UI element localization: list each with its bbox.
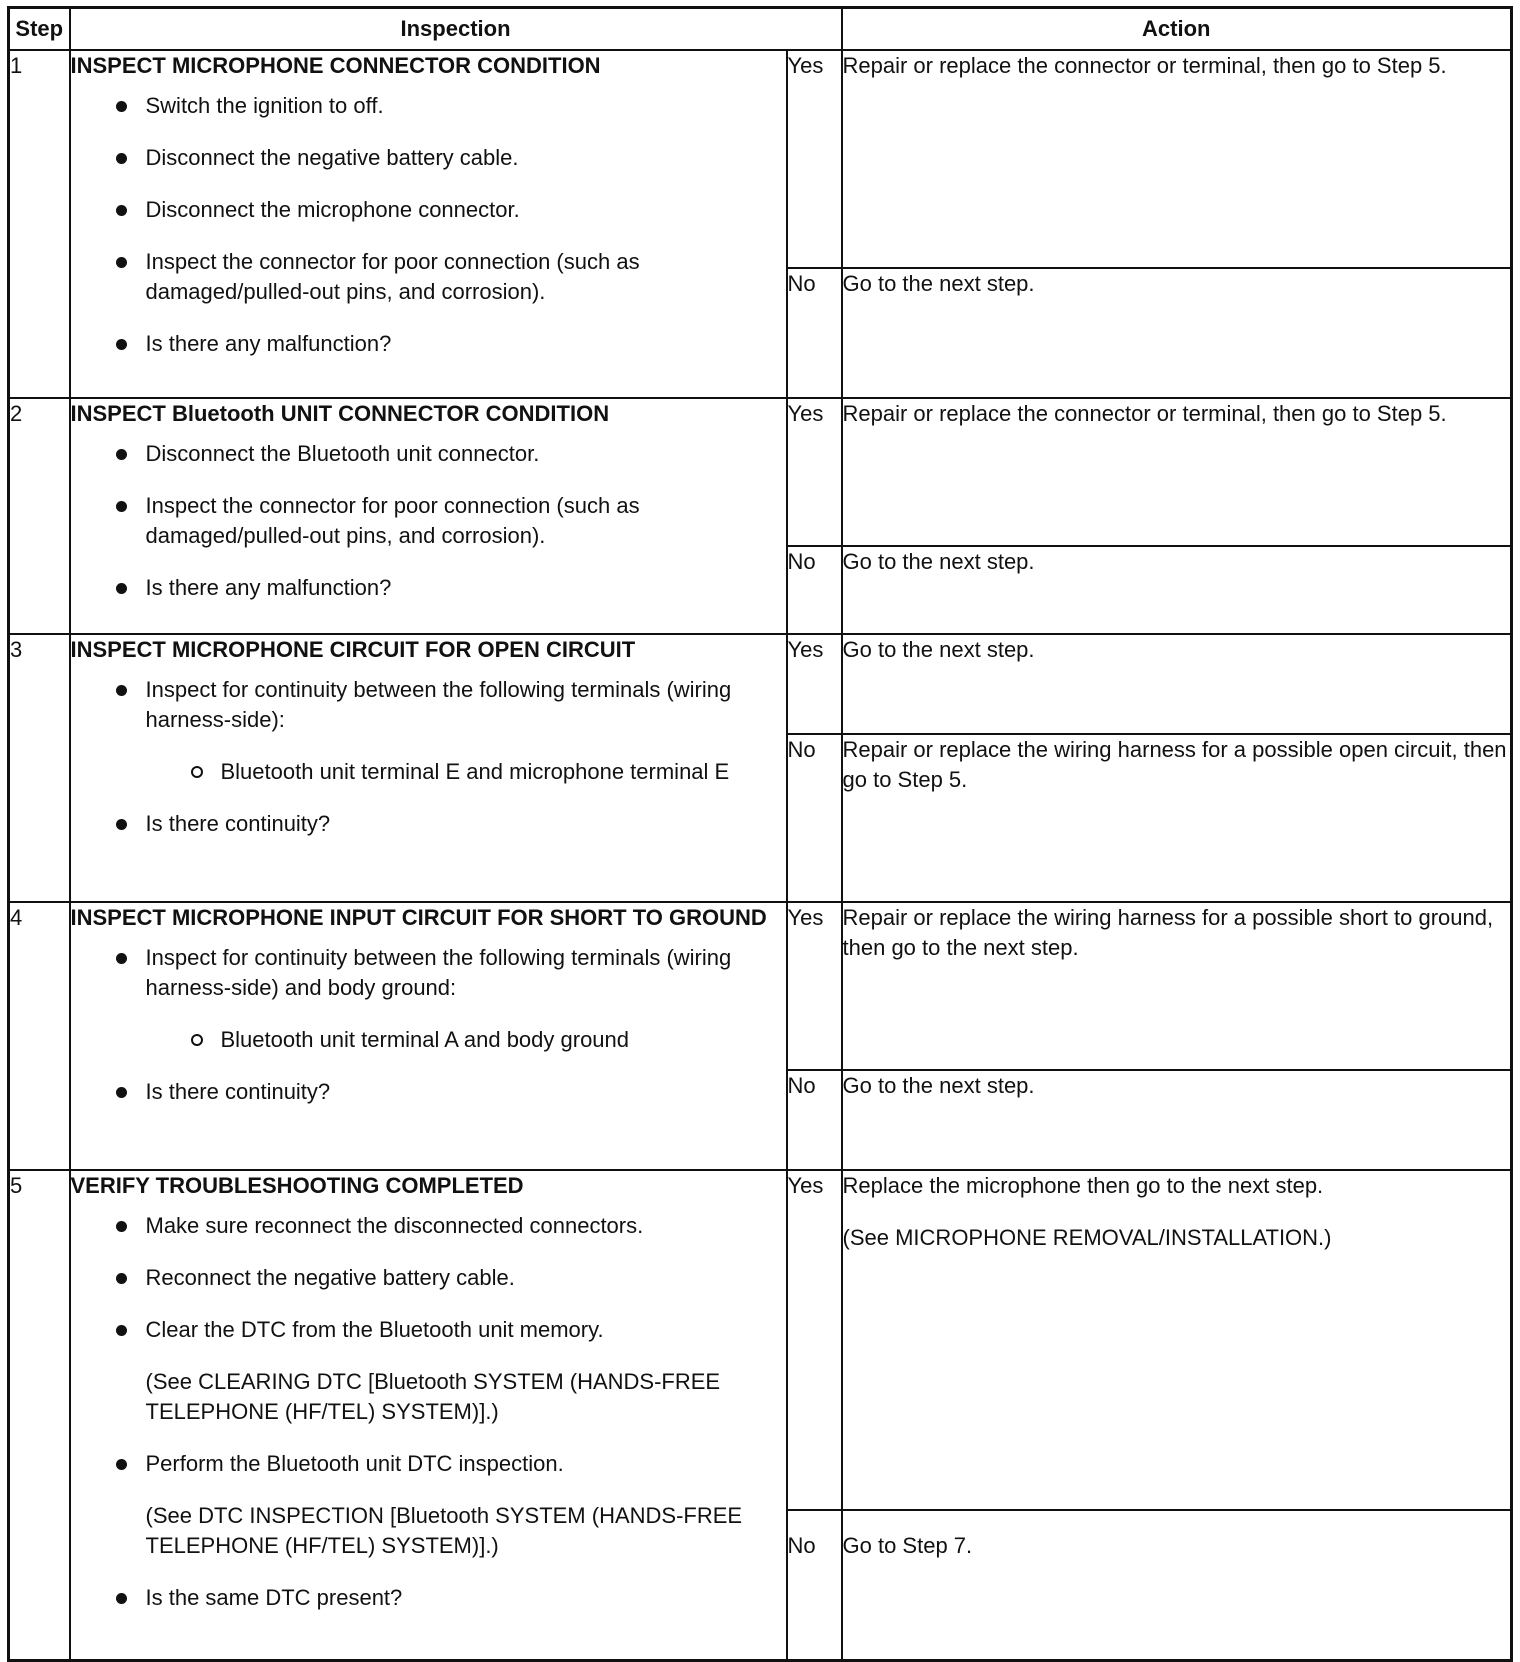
action-text: Go to Step 7. bbox=[842, 1533, 973, 1558]
bullet-item: Is there continuity? bbox=[71, 809, 786, 839]
yes-action bbox=[842, 398, 1512, 546]
inspection-cell bbox=[70, 634, 787, 902]
inspection-cell bbox=[70, 902, 787, 1170]
yes-action bbox=[842, 634, 1512, 734]
action-text: Repair or replace the connector or terminal, then go to Step 5. bbox=[842, 401, 1447, 426]
step-column-header: Step bbox=[9, 8, 70, 51]
no-label: No bbox=[787, 734, 842, 902]
header-row bbox=[9, 8, 1512, 51]
inspection-title: VERIFY TROUBLESHOOTING COMPLETED bbox=[70, 1173, 524, 1198]
bullet-item: Disconnect the Bluetooth unit connector. bbox=[71, 439, 786, 469]
yes-action bbox=[842, 1170, 1512, 1510]
no-label: No bbox=[787, 1510, 842, 1660]
yes-label: Yes bbox=[787, 902, 842, 1070]
step-number: 3 bbox=[9, 634, 70, 902]
no-action bbox=[842, 734, 1512, 902]
bullet-item: Disconnect the microphone connector. bbox=[71, 195, 786, 225]
yes-label: Yes bbox=[787, 50, 842, 268]
reference-note: (See DTC INSPECTION [Bluetooth SYSTEM (HANDS-FREE TELEPHONE (HF/TEL) SYSTEM)].) bbox=[145, 1503, 743, 1558]
yes-label: Yes bbox=[787, 634, 842, 734]
step-5-yes-row bbox=[9, 1170, 1512, 1510]
yes-action bbox=[842, 902, 1512, 1070]
yes-label: Yes bbox=[787, 398, 842, 546]
step-2-yes-row bbox=[9, 398, 1512, 546]
step-3-yes-row bbox=[9, 634, 1512, 734]
bullet-item: Is there any malfunction? bbox=[71, 573, 786, 603]
bullet-item: Is the same DTC present? bbox=[71, 1583, 786, 1613]
step-number: 2 bbox=[9, 398, 70, 634]
no-label: No bbox=[787, 1070, 842, 1170]
no-label: No bbox=[787, 268, 842, 398]
no-action bbox=[842, 546, 1512, 634]
yes-action bbox=[842, 50, 1512, 268]
no-label: No bbox=[787, 546, 842, 634]
inspection-cell bbox=[70, 50, 787, 398]
reference-note: (See MICROPHONE REMOVAL/INSTALLATION.) bbox=[842, 1225, 1332, 1250]
inspection-title: INSPECT Bluetooth UNIT CONNECTOR CONDITION bbox=[70, 401, 610, 426]
bullet-item: Is there continuity? bbox=[71, 1077, 786, 1107]
bullet-item: Is there any malfunction? bbox=[71, 329, 786, 359]
yes-label: Yes bbox=[787, 1170, 842, 1510]
inspection-title: INSPECT MICROPHONE INPUT CIRCUIT FOR SHORT TO GROUND bbox=[70, 905, 767, 930]
action-column-header: Action bbox=[842, 8, 1512, 51]
bullet-item: Inspect the connector for poor connection (such as damaged/pulled-out pins, and corrosion). bbox=[71, 491, 786, 551]
bullet-item: Clear the DTC from the Bluetooth unit memory. bbox=[71, 1315, 786, 1345]
bullet-item: Inspect the connector for poor connection (such as damaged/pulled-out pins, and corrosion). bbox=[71, 247, 786, 307]
no-action bbox=[842, 1070, 1512, 1170]
action-text: Go to the next step. bbox=[842, 271, 1035, 296]
no-action bbox=[842, 268, 1512, 398]
bullet-item: Make sure reconnect the disconnected connectors. bbox=[71, 1211, 786, 1241]
step-4-yes-row bbox=[9, 902, 1512, 1070]
inspection-column-header: Inspection bbox=[70, 8, 842, 51]
action-text: Replace the microphone then go to the next step. bbox=[842, 1173, 1324, 1198]
action-text: Go to the next step. bbox=[842, 549, 1035, 574]
step-number: 1 bbox=[9, 50, 70, 398]
inspection-cell bbox=[70, 1170, 787, 1660]
bullet-item: Inspect for continuity between the following terminals (wiring harness-side) and body ground: bbox=[71, 943, 786, 1003]
troubleshooting-table bbox=[7, 6, 1513, 1662]
action-text: Go to the next step. bbox=[842, 637, 1035, 662]
bullet-item: Perform the Bluetooth unit DTC inspection. bbox=[71, 1449, 786, 1479]
bullet-item: Reconnect the negative battery cable. bbox=[71, 1263, 786, 1293]
step-number: 5 bbox=[9, 1170, 70, 1660]
reference-note: (See CLEARING DTC [Bluetooth SYSTEM (HANDS-FREE TELEPHONE (HF/TEL) SYSTEM)].) bbox=[145, 1369, 721, 1424]
inspection-title: INSPECT MICROPHONE CONNECTOR CONDITION bbox=[70, 53, 601, 78]
action-text: Repair or replace the wiring harness for a possible open circuit, then go to Step 5. bbox=[842, 737, 1507, 792]
inspection-cell bbox=[70, 398, 787, 634]
action-text: Go to the next step. bbox=[842, 1073, 1035, 1098]
action-text: Repair or replace the connector or terminal, then go to Step 5. bbox=[842, 53, 1447, 78]
action-text: Repair or replace the wiring harness for a possible short to ground, then go to the next step. bbox=[842, 905, 1494, 960]
sub-bullet-item: Bluetooth unit terminal A and body ground bbox=[71, 1025, 786, 1055]
no-action bbox=[842, 1510, 1512, 1660]
sub-bullet-item: Bluetooth unit terminal E and microphone terminal E bbox=[71, 757, 786, 787]
step-number: 4 bbox=[9, 902, 70, 1170]
inspection-title: INSPECT MICROPHONE CIRCUIT FOR OPEN CIRCUIT bbox=[70, 637, 636, 662]
bullet-item: Disconnect the negative battery cable. bbox=[71, 143, 786, 173]
bullet-item: Switch the ignition to off. bbox=[71, 91, 786, 121]
bullet-item: Inspect for continuity between the following terminals (wiring harness-side): bbox=[71, 675, 786, 735]
step-1-yes-row bbox=[9, 50, 1512, 268]
